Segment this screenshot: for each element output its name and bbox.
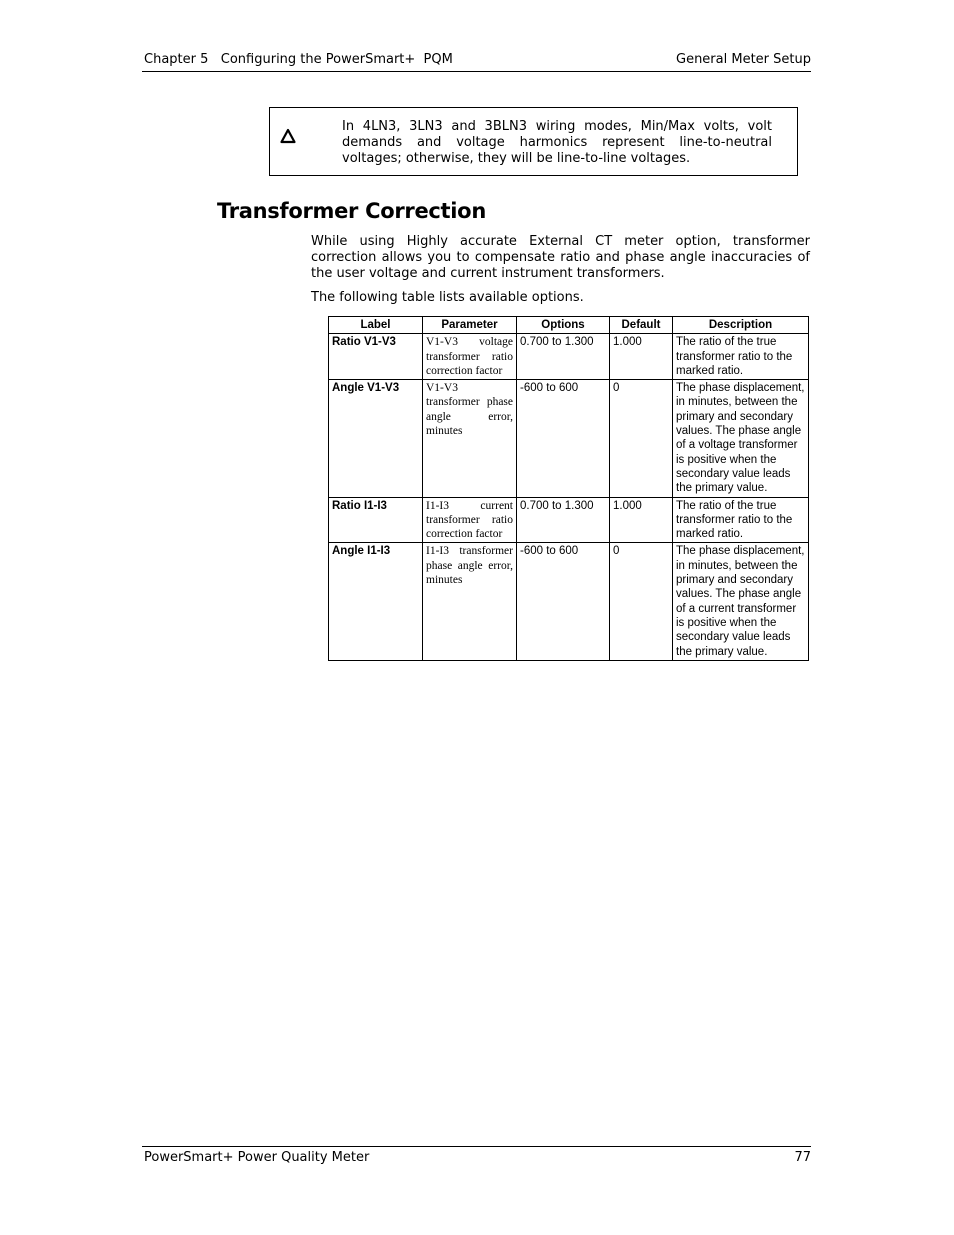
cell-parameter: V1-V3 transformer phase angle error, minutes <box>423 380 517 497</box>
caution-triangle-icon <box>280 128 296 144</box>
page-header <box>142 52 811 72</box>
header-default: Default <box>610 317 673 334</box>
chapter-title: Chapter 5 Configuring the PowerSmart+ PQM <box>144 52 453 67</box>
cell-options: -600 to 600 <box>517 543 610 660</box>
header-label: Label <box>329 317 423 334</box>
cell-description: The ratio of the true transformer ratio to the marked ratio. <box>673 497 809 543</box>
product-name: PowerSmart+ Power Quality Meter <box>144 1150 370 1165</box>
cell-options: 0.700 to 1.300 <box>517 334 610 380</box>
table-row <box>329 497 809 543</box>
cell-parameter: I1-I3 transformer phase angle error, minutes <box>423 543 517 660</box>
table-row <box>329 380 809 497</box>
page-footer <box>142 1146 811 1167</box>
cell-label: Angle V1-V3 <box>329 380 423 497</box>
cell-description: The ratio of the true transformer ratio to the marked ratio. <box>673 334 809 380</box>
section-heading: Transformer Correction <box>217 199 486 223</box>
cell-label: Ratio I1-I3 <box>329 497 423 543</box>
header-description: Description <box>673 317 809 334</box>
intro-paragraph: While using Highly accurate External CT meter option, transformer correction allows you to compensate ratio and phase angle inaccuracies of the user voltage and current instrument transformers. <box>311 234 810 281</box>
header-options: Options <box>517 317 610 334</box>
cell-default: 0 <box>610 380 673 497</box>
cell-options: -600 to 600 <box>517 380 610 497</box>
caution-note-box <box>269 107 798 176</box>
options-table <box>328 316 809 661</box>
page-number: 77 <box>794 1150 811 1165</box>
table-row <box>329 334 809 380</box>
table-intro-paragraph: The following table lists available options. <box>311 290 584 305</box>
cell-parameter: V1-V3 voltage transformer ratio correction factor <box>423 334 517 380</box>
cell-label: Ratio V1-V3 <box>329 334 423 380</box>
cell-parameter: I1-I3 current transformer ratio correction factor <box>423 497 517 543</box>
cell-default: 0 <box>610 543 673 660</box>
header-parameter: Parameter <box>423 317 517 334</box>
cell-label: Angle I1-I3 <box>329 543 423 660</box>
table-row <box>329 543 809 660</box>
cell-default: 1.000 <box>610 497 673 543</box>
cell-options: 0.700 to 1.300 <box>517 497 610 543</box>
caution-note-text: In 4LN3, 3LN3 and 3BLN3 wiring modes, Min/Max volts, volt demands and voltage harmonics represent line-to-neutral voltages; otherwise, they will be line-to-line voltages. <box>342 119 772 166</box>
cell-description: The phase displacement, in minutes, between the primary and secondary values. The phase angle of a current transformer is positive when the secondary value leads the primary value. <box>673 543 809 660</box>
cell-description: The phase displacement, in minutes, between the primary and secondary values. The phase angle of a voltage transformer is positive when the secondary value leads the primary value. <box>673 380 809 497</box>
section-title: General Meter Setup <box>676 52 811 67</box>
table-header-row <box>329 317 809 334</box>
cell-default: 1.000 <box>610 334 673 380</box>
